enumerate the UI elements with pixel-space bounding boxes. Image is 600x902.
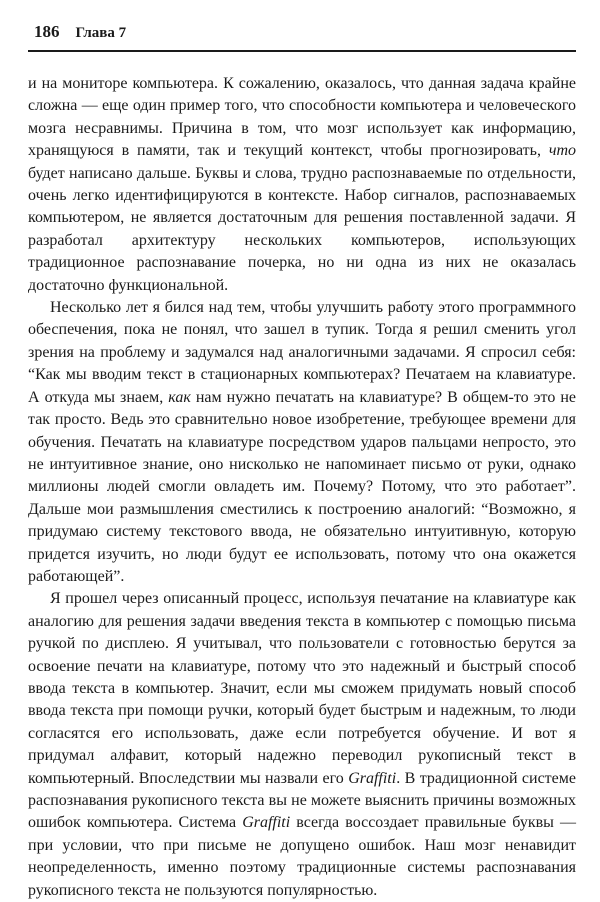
running-header: [28, 22, 576, 52]
chapter-title: Глава 7: [75, 25, 127, 41]
text-run: всегда воссоздает правильные буквы — при условии, что при письме не допущено ошибок. Наш мозг ненавидит неопределенность, именно поэтому традиционные системы распознавания рукописного текста не пользуются популярностью.: [28, 814, 576, 899]
paragraph-1: [28, 73, 576, 297]
text-run-italic: как: [168, 388, 191, 406]
text-run: нам нужно печатать на клавиатуре? В общем-то это не так просто. Ведь это сравнительно новое изобретение, требующее времени для обучения. Печатать на клавиатуре посредством ударов пальцами непросто, это не интуитивное знание, оно нисколько не напоминает письмо от руки, однако миллионы людей смогли овладеть им. Почему? Потому, что это работает”. Дальше мои размышления сместились к построению аналогий: “Возможно, я придумаю систему текстового ввода, не обязательно интуитивную, которую придется изучить, но люди будут ее использовать, потому что она окажется работающей”.: [28, 388, 576, 585]
text-run: и на мониторе компьютера. К сожалению, оказалось, что данная задача крайне сложна — еще один пример того, что способности компьютера и человеческого мозга несравнимы. Причина в том, что мозг использует как информацию, хранящуюся в памяти, так и текущий контекст, чтобы прогнозировать,: [28, 75, 576, 160]
text-run-italic: что: [548, 142, 576, 160]
text-run: Я прошел через описанный процесс, используя печатание на клавиатуре как аналогию для решения задачи введения текста в компьютер с помощью письма ручкой по дисплею. Я учитывал, что пользователи с готовностью берутся за освоение печати на клавиатуре, потому что это надежный и быстрый способ ввода текста в компьютер. Значит, если мы сможем придумать новый способ ввода текста при помощи ручки, который будет быстрым и надежным, то люди согласятся его использовать, даже если потребуется обучение. И вот я придумал алфавит, который надежно переводил рукописный текст в компьютерный. Впоследствии мы назвали его: [28, 590, 576, 787]
body-text: [28, 73, 576, 902]
page-number: 186: [34, 22, 60, 41]
text-run-italic: Graffiti: [348, 769, 397, 787]
text-run: . В традиционной системе распознавания рукописного текста вы не можете выяснить причины возможных ошибок компьютера. Система: [28, 769, 576, 832]
paragraph-2: [28, 297, 576, 588]
text-run: Несколько лет я бился над тем, чтобы улучшить работу этого программного обеспечения, пока не понял, что зашел в тупик. Тогда я решил сменить угол зрения на проблему и задумался над аналогичными задачами. Я спросил себя: “Как мы вводим текст в стационарных компьютерах? Печатаем на клавиатуре. А откуда мы знаем,: [28, 299, 576, 406]
text-run-italic: Graffiti: [242, 814, 291, 832]
text-run: будет написано дальше. Буквы и слова, трудно распознаваемые по отдельности, очень легко идентифицируются в контексте. Набор сигналов, распознаваемых компьютером, не является достаточным для решения поставленной задачи. Я разработал архитектуру нескольких компьютеров, использующих традиционное распознавание почерка, но ни одна из них не оказалась достаточно функциональной.: [28, 164, 576, 294]
paragraph-3: [28, 588, 576, 902]
book-page: [28, 22, 576, 902]
